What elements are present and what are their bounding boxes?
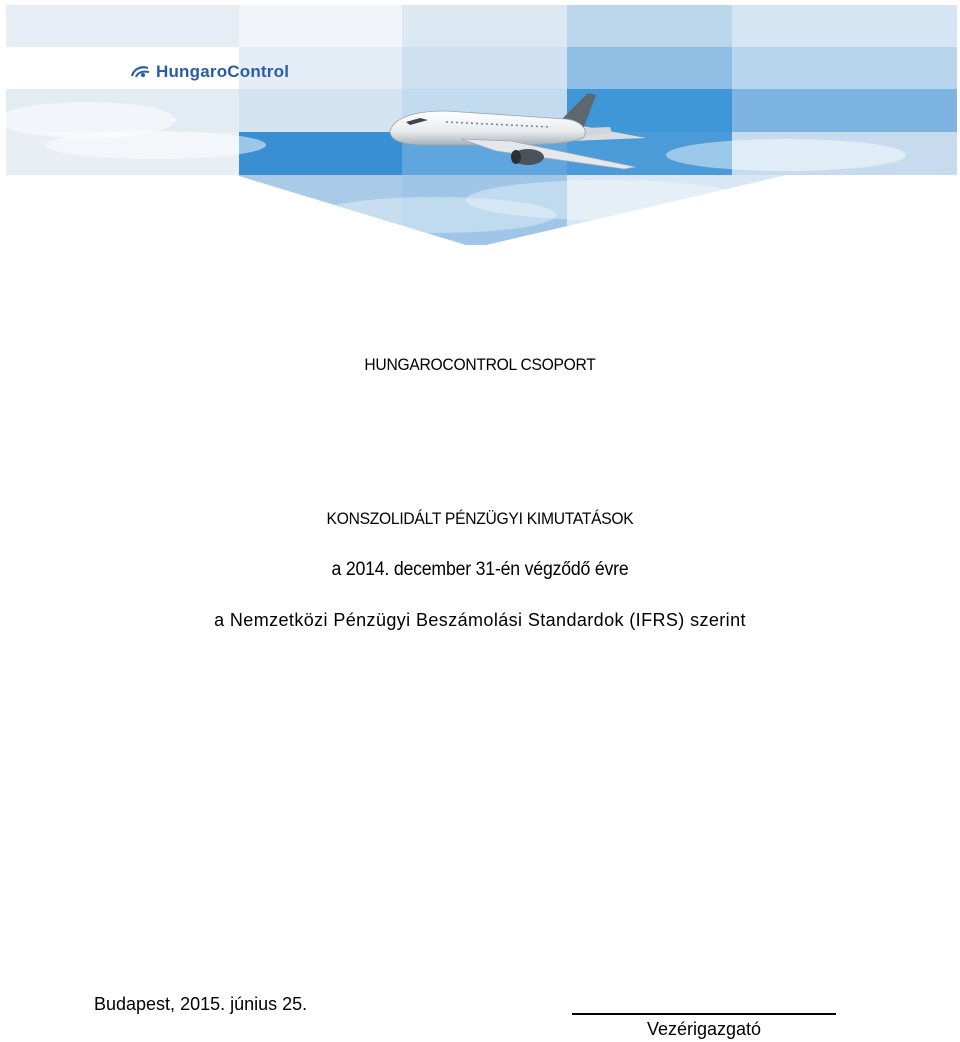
- signatory-title: Vezérigazgató: [646, 1019, 762, 1039]
- accounting-standard: a Nemzetközi Pénzügyi Beszámolási Standardok (IFRS) szerint: [214, 610, 746, 630]
- logo-text: HungaroControl: [156, 62, 290, 81]
- reporting-period: a 2014. december 31-én végződő évre: [331, 559, 629, 580]
- hungarocontrol-logo: [130, 62, 289, 82]
- header-banner: [6, 5, 957, 245]
- banner-graphic: [6, 5, 957, 245]
- company-name: HUNGAROCONTROL CSOPORT: [364, 355, 596, 374]
- place-and-date: Budapest, 2015. június 25.: [94, 994, 308, 1014]
- document-title: KONSZOLIDÁLT PÉNZÜGYI KIMUTATÁSOK: [326, 509, 634, 528]
- logo-swirl-icon: [130, 64, 152, 80]
- signature-line: [572, 1013, 836, 1015]
